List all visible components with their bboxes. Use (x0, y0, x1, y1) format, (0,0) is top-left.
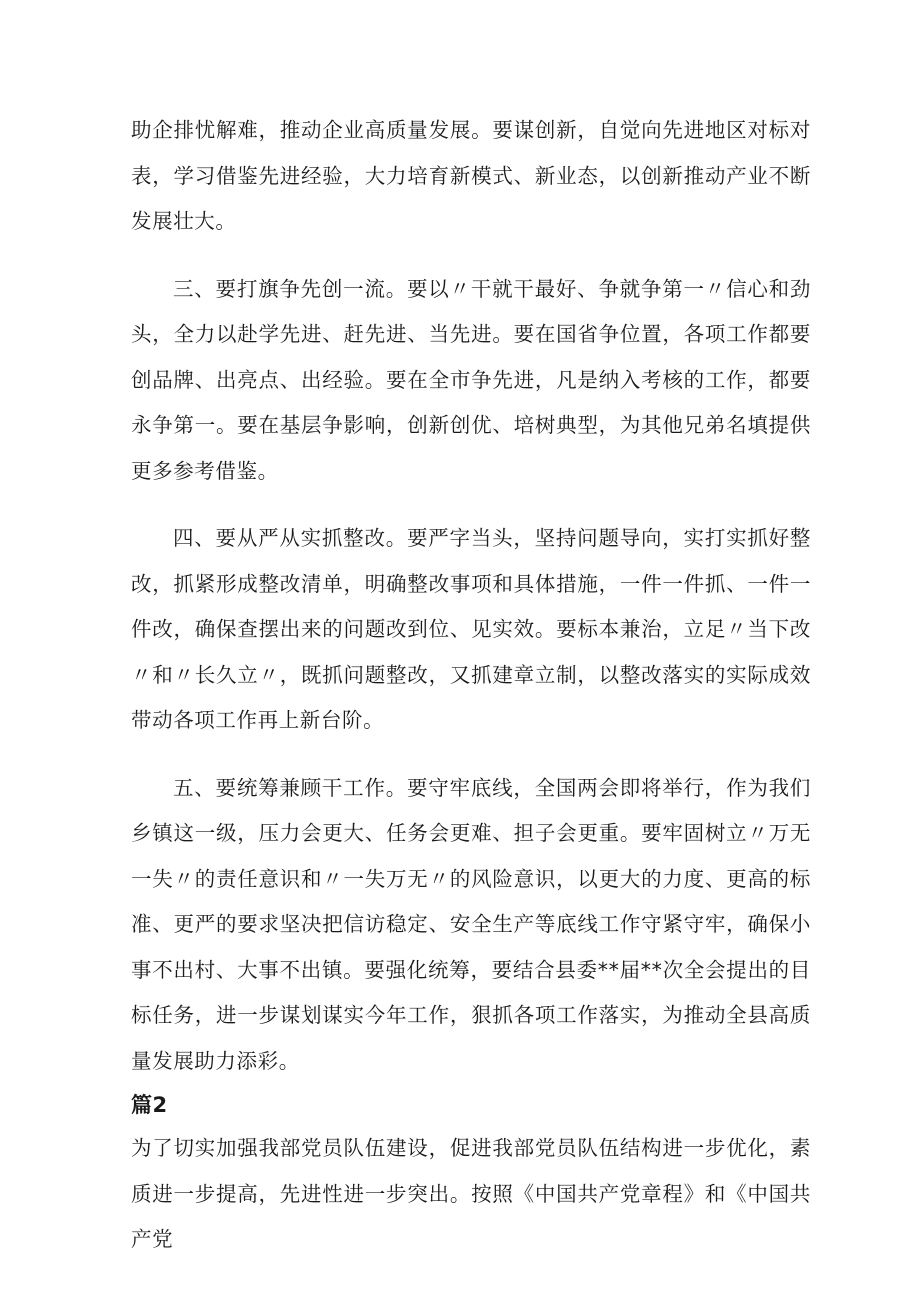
paragraph-intro-continued: 助企排忧解难，推动企业高质量发展。要谋创新，自觉向先进地区对标对表，学习借鉴先进经验，大力培育新模式、新业态，以创新推动产业不断发展壮大。 (131, 118, 811, 233)
paragraph-gap (131, 494, 811, 516)
paragraph-section-three: 三、要打旗争先创一流。要以〃干就干最好、争就争第一〃信心和劲头，全力以赴学先进、赶先进、当先进。要在国省争位置，各项工作都要创品牌、出亮点、出经验。要在全市争先进，凡是纳入考核的工作，都要永争第一。要在基层争影响，创新创优、培树典型，为其他兄弟名填提供更多参考借鉴。 (131, 276, 811, 483)
paragraph-gap (131, 245, 811, 267)
paragraph-closing: 为了切实加强我部党员队伍建设，促进我部党员队伍结构进一步优化，素质进一步提高，先进性进一步突出。按照《中国共产党章程》和《中国共产党 (131, 1136, 811, 1251)
document-page (131, 108, 811, 1263)
paragraph-section-five: 五、要统筹兼顾干工作。要守牢底线，全国两会即将举行，作为我们乡镇这一级，压力会更大、任务会更难、担子会更重。要牢固树立〃万无一失〃的责任意识和〃一失万无〃的风险意识，以更大的力度、更高的标准、更严的要求坚决把信访稳定、安全生产等底线工作守紧守牢，确保小事不出村、大事不出镇。要强化统筹，要结合县委**届**次全会提出的目标任务，进一步谋划谋实今年工作，狠抓各项工作落实，为推动全县高质量发展助力添彩。 (131, 775, 811, 1073)
paragraph-section-four: 四、要从严从实抓整改。要严字当头，坚持问题导向，实打实抓好整改，抓紧形成整改清单，明确整改事项和具体措施，一件一件抓、一件一件改，确保查摆出来的问题改到位、见实效。要标本兼治，立足〃当下改〃和〃长久立〃，既抓问题整改，又抓建章立制，以整改落实的实际成效带动各项工作再上新台阶。 (131, 526, 811, 732)
paragraph-gap (131, 744, 811, 766)
section-heading: 篇2 (131, 1093, 168, 1117)
